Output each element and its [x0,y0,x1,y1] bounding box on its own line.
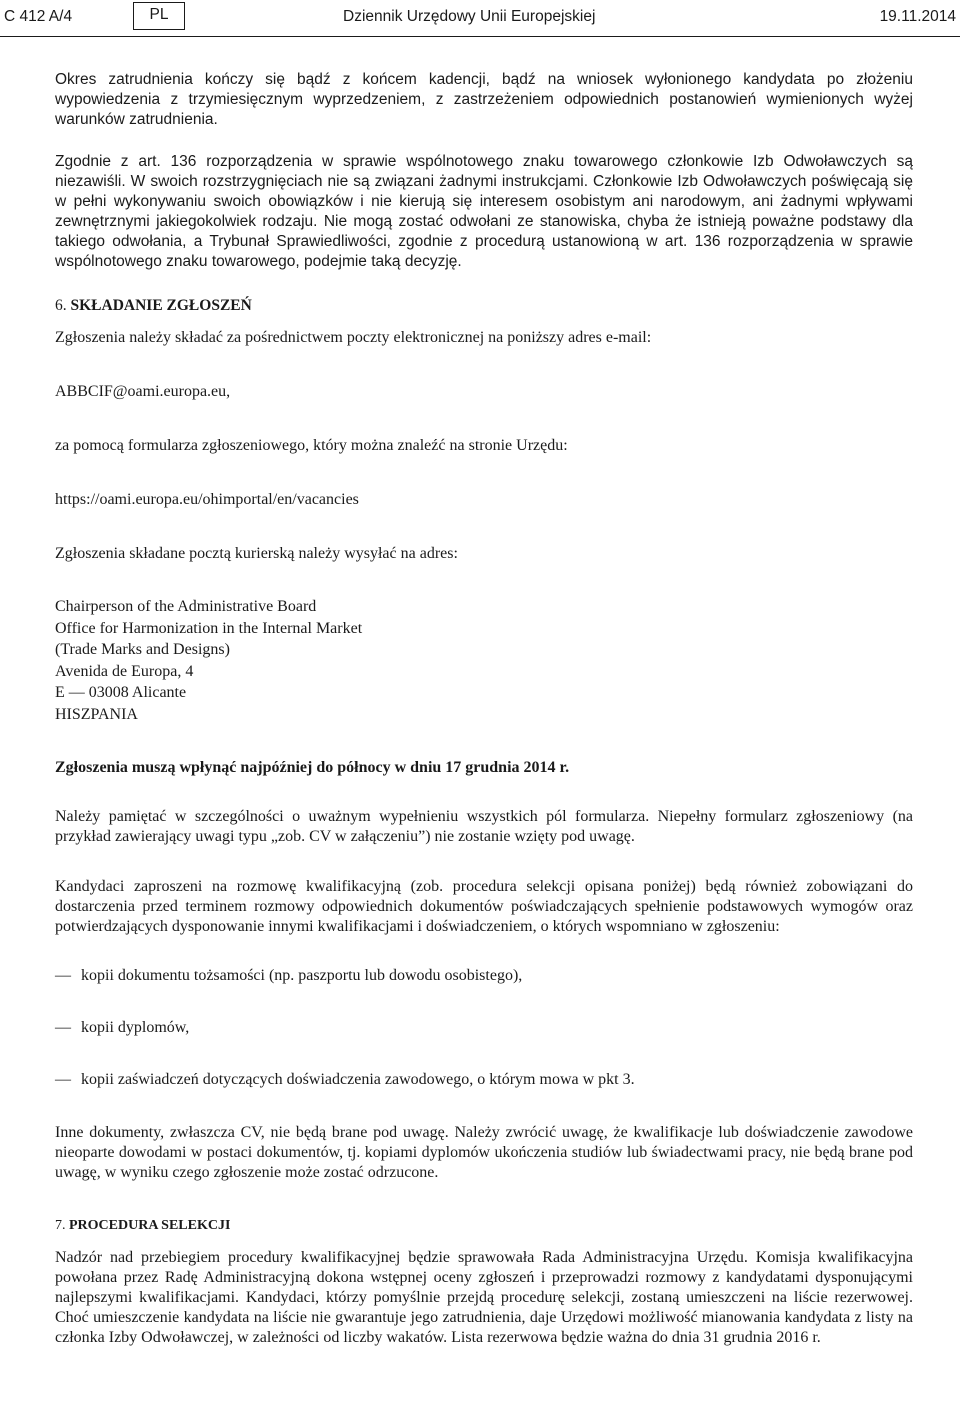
address-line: (Trade Marks and Designs) [55,641,230,658]
email-intro: Zgłoszenia należy składać za pośrednictwem poczty elektronicznej na poniższy adres e-mail: [55,329,652,346]
deadline-notice: Zgłoszenia muszą wpłynąć najpóźniej do północy w dniu 17 grudnia 2014 r. [55,759,570,776]
address-line: Chairperson of the Administrative Board [55,598,317,615]
publication-date: 19.11.2014 [879,8,956,25]
page-header [0,0,960,36]
list-item-text: kopii dokumentu tożsamości (np. paszportu lub dowodu osobistego), [81,967,523,984]
form-intro: za pomocą formularza zgłoszeniowego, który można znaleźć na stronie Urzędu: [55,437,568,454]
courier-intro: Zgłoszenia składane pocztą kurierską należy wysyłać na adres: [55,545,458,562]
list-item [55,967,913,985]
postal-address [55,596,913,725]
section-number: 6. [55,297,67,314]
section-7-heading [55,1216,913,1236]
list-item [55,1019,913,1037]
section-title: SKŁADANIE ZGŁOSZEŃ [70,297,252,314]
list-item-text: kopii dyplomów, [81,1019,190,1036]
header-divider [0,36,960,37]
required-documents-list [55,967,913,1089]
other-documents-paragraph: Inne dokumenty, zwłaszcza CV, nie będą brane pod uwagę. Należy zwrócić uwagę, że kwalifikacje lub doświadczenie zawodowe nieoparte dowodami w postaci dokumentów, tj. kopiami dyplomów ukończenia studiów lub świadectwami pracy, nie będą brane pod uwagę, w wyniku czego zgłoszenie może zostać odrzucone. [55,1124,913,1181]
vacancies-url: https://oami.europa.eu/ohimportal/en/vacancies [55,491,359,508]
address-line: HISZPANIA [55,705,138,723]
interview-documents-paragraph: Kandydaci zaproszeni na rozmowę kwalifikacyjną (zob. procedura selekcji opisana poniżej) będą również zobowiązani do dostarczenia przed terminem rozmowy odpowiednich dokumentów poświadczających spełnienie podstawowych wymogów oraz potwierdzających dysponowanie innymi kwalifikacjami i doświadczeniem, o których wspomniano w zgłoszeniu: [55,878,913,935]
list-item-text: kopii zaświadczeń dotyczących doświadczenia zawodowego, o którym mowa w pkt 3. [81,1071,635,1088]
selection-procedure-paragraph: Nadzór nad przebiegiem procedury kwalifikacyjnej będzie sprawowała Rada Administracyjna Urzędu. Komisja kwalifikacyjna powołana przez Radę Administracyjną dokona wstępnej oceny zgłoszeń i przeprowadzi rozmowy z kandydatami dysponującymi najlepszymi kwalifikacjami. Kandydaci, którzy pomyślnie przejdą procedurę selekcji, zostaną umieszczeni na liście rezerwowej. Choć umieszczenie kandydata na liście nie gwarantuje jego zatrudnienia, daje Urzędowi możliwość mianowania kandydata z listy na członka Izby Odwoławczej, w zależności od liczby wakatów. Lista rezerwowa będzie ważna do dnia 31 grudnia 2016 r. [55,1249,913,1346]
address-line: E — 03008 Alicante [55,684,187,701]
journal-title: Dziennik Urzędowy Unii Europejskiej [343,8,596,25]
journal-reference: C 412 A/4 [4,8,73,25]
independence-paragraph: Zgodnie z art. 136 rozporządzenia w sprawie wspólnotowego znaku towarowego członkowie Izb Odwoławczych są niezawiśli. W swoich rozstrzygnięciach nie są związani żadnymi instrukcjami. Członkowie Izb Odwoławczych poświęcają się w pełni wykonywaniu swoich obowiązków i nie kierują się interesem osobistym ani narodowym, ani żadnymi wpływami zewnętrznymi jakiegokolwiek rodzaju. Nie mogą zostać odwołani ze stanowiska, chyba że istnieją poważne podstawy dla takiego odwołania, a Trybunał Sprawiedliwości, zgodnie z procedurą ustanowioną w art. 136 rozporządzenia w sprawie wspólnotowego znaku towarowego, podejmie taką decyzję. [55,153,913,270]
employment-term-paragraph: Okres zatrudnienia kończy się bądź z końcem kadencji, bądź na wniosek wyłonionego kandydata po złożeniu wypowiedzenia z trzymiesięcznym wyprzedzeniem, z zastrzeżeniem odpowiednich postanowień wymienionych wyżej warunków zatrudnienia. [55,71,913,128]
application-email: ABBCIF@oami.europa.eu, [55,383,231,400]
list-item [55,1071,913,1089]
section-title: PROCEDURA SELEKCJI [69,1218,231,1233]
dash-marker: — [55,1071,71,1088]
language-badge: PL [133,2,185,30]
form-completeness-note: Należy pamiętać w szczególności o uważnym wypełnieniu wszystkich pól formularza. Niepełny formularz zgłoszeniowy (na przykład zawierający uwagi typu „zob. CV w załączeniu”) nie zostanie wzięty pod uwagę. [55,808,913,845]
section-number: 7. [55,1218,66,1233]
address-line: Avenida de Europa, 4 [55,662,194,680]
document-body [55,70,913,1348]
address-line: Office for Harmonization in the Internal Market [55,619,363,637]
dash-marker: — [55,967,71,984]
section-6-heading [55,296,913,316]
dash-marker: — [55,1019,71,1036]
